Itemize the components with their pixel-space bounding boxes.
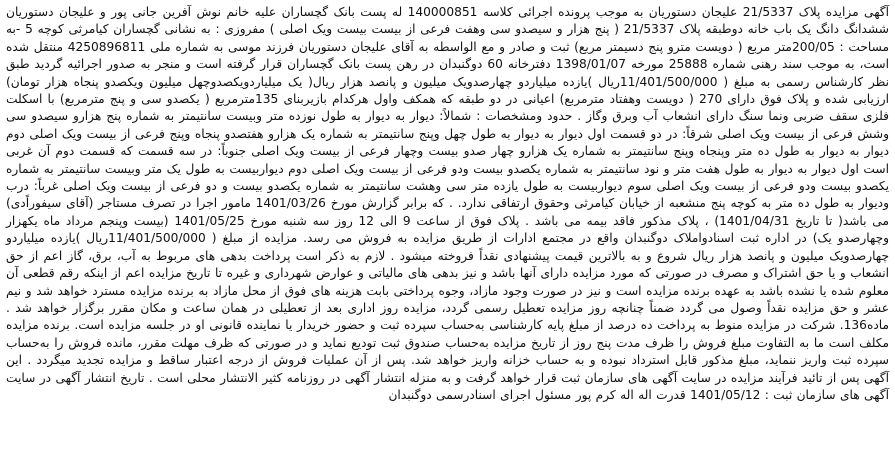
notice-body-text: آگهی مزایده پلاک 21/5337 علیجان دستوریان به موجب پرونده اجرائی کلاسه 140000851 له پست بانک گچساران علیه خانم نوش آفرین جانی پور و علیجان دستوریان ششدانگ دانگ یک باب خانه دوطبقه پلاک 21/5337 ( پنج هزار و سیصدو سی وهفت فرعی از بیست بیست ویک اصلی ) مفروزی : به نشانی گچساران کیامرثی کوچه 5 -به مساحت : 200/05متر مربع ( دویست مترو پنج دسیمتر مربع) ثبت و صادر و مع الواسطه به آقای علیجان دستوریان فرزند موسی به شماره ملی 4250896811 منتقل شده است، به موجب سند رهنی شماره 25888 مورخه 1398/01/07 دفترخانه 60 دوگنبدان در رهن پست بانک گچساران قرار گرفته است و منجر به صدور اجرائیه گردید طبق نظر کارشناس رسمی به مبلغ ( 11/401/500/000ریال )یازده میلیاردو چهارصدویک میلیون و پانصد هزار ریال( یک میلیاردویکصدوچهل میلیون ویکصدو پنجاه هزار تومان) ارزیابی شده و پلاک فوق دارای 270 ( دویست وهفتاد مترمربع) اعیانی در دو طبقه که همکف واول هرکدام بازیربنای 135مترمربع ( یکصدو سی و پنج مترمربع) با اسکلت فلزی سقف ضربی ونما سنگ دارای انشعاب آب وبرق وگاز . حدود ومشخصات : شمالاً: دیوار به دیوار به طول نوزده متر وبیست سانتیمتر به شماره پنج هزارو سیصدو سی وشش فرعی از بیست ویک اصلی شرقاً: در دو قسمت اول دیوار به دیوار به طول چهل وپنج سانتیمتر به شماره یک هزارو هفتصدو پنجاه وپنج فرعی از بیست ویک اصلی دوم دیوار به دیوار به طول ده متر وپنجاه وپنج سانتیمتر به شماره یک هزارو چهار صدو بیست وچهار فرعی از بیست ویک اصلی جنوباً: در سه قسمت که قسمت دوم آن غربی است اول دیوار به دیوار به طول هفت متر و نود سانتیمتر به شماره یکصدو بیست ودو فرعی از بیست ویک اصلی دوم دیواربیست به طول یک متر وبیست سانتیمتر به شماره یکصدو بیست ودو فرعی از بیست ویک اصلی سوم دیواربیست به طول یازده متر سی وهشت سانتیمتر به شماره یکصدو بیست و دو فرعی از بیست ویک اصلی غرباً: درب ودیوار به طول ده متر به کوچه پنج منشعبه از خیابان کیامرثی وحقوق ارتفاقی ندارد. . که برابر گزارش مورخ 1401/03/26 مامور اجرا در تصرف مستاجر (آقای سیفوراًدی) می باشد( تا تاریخ 1401/04/31) ، پلاک مذکور فاقد بیمه می باشد . پلاک فوق از ساعت 9 الی 12 روز سه شنبه مورخ 1401/05/25 (بیست وپنجم مرداد ماه یکهزار وچهارصدو یک) در اداره ثبت اسنادواملاک دوگنبدان واقع در مجتمع ادارات از طریق مزایده به فروش می رسد. مزایده از مبلغ ( 11/401/500/000ریال )یازده میلیاردو چهارصدویک میلیون و پانصد هزار ریال شروع و به بالاترین قیمت پیشنهادی نقداً فروخته میشود . لازم به ذکر است پرداخت بدهی های مربوط به آب، برق، گاز اعم از حق انشعاب و یا حق اشتراک و مصرف در صورتی که مورد مزایده دارای آنها باشد و نیز بدهی های مالیاتی و عوارض شهرداری و غیره تا تاریخ مزایده اعم از اینکه رقم قطعی آن معلوم شده یا نشده باشد به عهده برنده مزایده است و نیز در صورت وجود مازاد، وجوه پرداختی بابت هزینه های فوق از محل مازاد به برنده مزایده مسترد خواهد شد و نیم عشر و حق مزایده نقداً وصول می گردد ضمناً چنانچه روز مزایده تعطیل رسمی گردد، مزایده روز اداری بعد از تعطیلی در همان ساعت و مکان مقرر برگزار خواهد شد . ماده136. شرکت در مزایده منوط به پرداخت ده درصد از مبلغ پایه کارشناسی به‌حساب سپرده ثبت و حضور خریدار یا نماینده قانونی او در جلسه مزایده است. برنده مزایده مکلف است ما به التفاوت مبلغ فروش را ظرف مدت پنج روز از تاریخ مزایده به‌حساب صندوق ثبت تودیع نماید و در صورتی که ظرف مهلت مقرر، مانده فروش را به‌حساب سپرده ثبت واریز ننماید، مبلغ مذکور قابل استرداد نبوده و به حساب خزانه واریز خواهد شد. پس از آن عملیات فروش از درجه اعتبار ساقط و مزایده تجدید میگردد . این آگهی پس از تائید فرآیند مزایده در سایت آگهی های سازمان ثبت قرار خواهد گرفت و به منزله انتشار آگهی در روزنامه کثیر الانتشار محلی است . تاریخ انتشار آگهی در سایت آگهی های سازمان ثبت : 1401/05/12 قدرت اله اله کرم پور مسئول اجرای اسنادرسمی دوگنبدان [6,5,890,402]
